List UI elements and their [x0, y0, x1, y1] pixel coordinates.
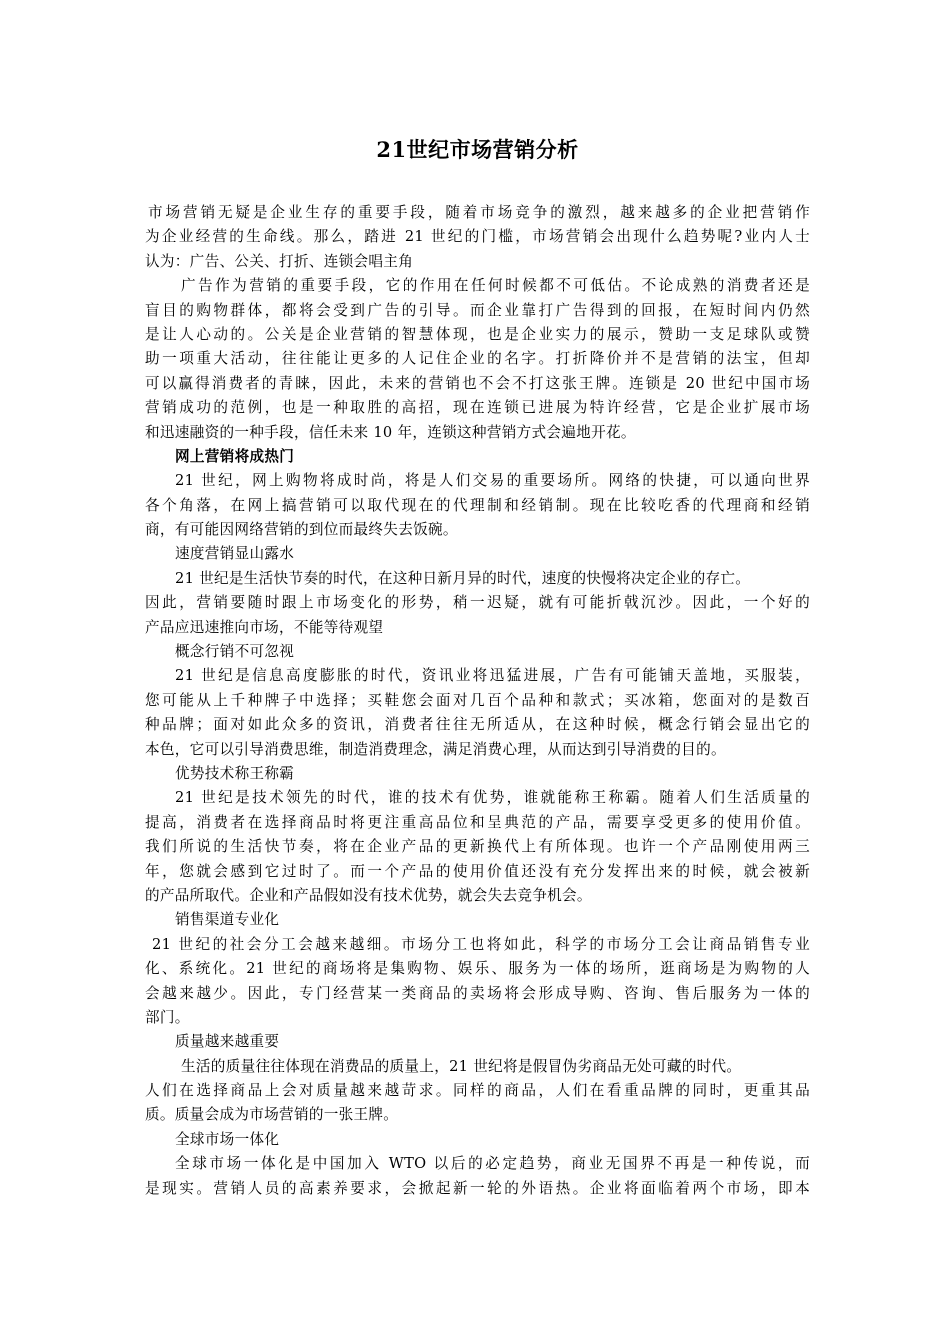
paragraph-line: 会越来越少。因此，专门经营某一类商品的卖场将会形成导购、咨询、售后服务为一体的: [145, 984, 810, 1002]
paragraph-line: 21 世纪是技术领先的时代，谁的技术有优势，谁就能称王称霸。随着人们生活质量的: [175, 789, 810, 807]
section-heading: 全球市场一体化: [175, 1130, 280, 1148]
paragraph-line: 我们所说的生活快节奏，将在企业产品的更新换代上有所体现。也许一个产品刚使用两三: [145, 838, 810, 856]
paragraph-line: 因此，营销要随时跟上市场变化的形势，稍一迟疑，就有可能折戟沉沙。因此，一个好的: [145, 594, 810, 612]
paragraph-line: 人们在选择商品上会对质量越来越苛求。同样的商品，人们在看重品牌的同时，更重其品: [145, 1082, 810, 1100]
paragraph-line: 是让人心动的。公关是企业营销的智慧体现，也是企业实力的展示，赞助一支足球队或赞: [145, 325, 810, 343]
paragraph-line: 质。质量会成为市场营销的一张王牌。: [145, 1106, 399, 1124]
paragraph-line: 21 世纪是生活快节奏的时代，在这种日新月异的时代，速度的快慢将决定企业的存亡。: [175, 569, 751, 587]
paragraph-line: 年，您就会感到它过时了。而一个产品的使用价值还没有充分发挥出来的时候，就会被新: [145, 862, 810, 880]
paragraph-line: 市场营销无疑是企业生存的重要手段，随着市场竞争的激烈，越来越多的企业把营销作: [148, 204, 810, 221]
paragraph-line: 21 世纪的社会分工会越来越细。市场分工也将如此，科学的市场分工会让商品销售专业: [152, 935, 810, 953]
paragraph-line: 您可能从上千种牌子中选择；买鞋您会面对几百个品种和款式；买冰箱，您面对的是数百: [145, 691, 810, 709]
paragraph-line: 盲目的购物群体，都将会受到广告的引导。而企业靠打广告得到的回报，在短时间内仍然: [145, 301, 810, 319]
paragraph-line: 化、系统化。21 世纪的商场将是集购物、娱乐、服务为一体的场所，逛商场是为购物的人: [145, 960, 810, 978]
section-heading: 质量越来越重要: [175, 1033, 280, 1051]
section-heading: 概念行销不可忽视: [175, 643, 295, 661]
section-heading: 网上营销将成热门: [175, 447, 295, 465]
paragraph-line: 是现实。营销人员的高素养要求，会掀起新一轮的外语热。企业将面临着两个市场，即本: [145, 1179, 810, 1197]
paragraph-line: 营销成功的范例，也是一种取胜的高招，现在连锁已进展为特许经营，它是企业扩展市场: [145, 399, 810, 417]
paragraph-line: 的产品所取代。企业和产品假如没有技术优势，就会失去竞争机会。: [145, 886, 592, 904]
paragraph-line: 助一项重大活动，往往能让更多的人记住企业的名字。打折降价并不是营销的法宝，但却: [145, 350, 810, 368]
paragraph-line: 可以赢得消费者的青睐，因此，未来的营销也不会不打这张王牌。连锁是 20 世纪中国市场: [145, 374, 810, 392]
paragraph-line: 产品应迅速推向市场，不能等待观望: [145, 618, 384, 636]
section-heading: 销售渠道专业化: [175, 911, 280, 929]
paragraph-line: 商，有可能因网络营销的到位而最终失去饭碗。: [145, 521, 458, 539]
document-page: [145, 135, 810, 1201]
paragraph-line: 部门。: [145, 1008, 190, 1026]
paragraph-line: 全球市场一体化是中国加入 WTO 以后的必定趋势，商业无国界不再是一种传说，而: [175, 1155, 810, 1173]
paragraph-line: 为企业经营的生命线。那么，踏进 21 世纪的门槛，市场营销会出现什么趋势呢?业内人士: [145, 228, 810, 246]
paragraph-line: 各个角落，在网上搞营销可以取代现在的代理制和经销制。现在比较吃香的代理商和经销: [145, 496, 810, 514]
paragraph-line: 提高，消费者在选择商品时将更注重高品位和呈典范的产品，需要享受更多的使用价值。: [145, 813, 810, 831]
paragraph-line: 21 世纪是信息高度膨胀的时代，资讯业将迅猛进展，广告有可能铺天盖地，买服装，: [175, 667, 810, 685]
paragraph-line: 21 世纪，网上购物将成时尚，将是人们交易的重要场所。网络的快捷，可以通向世界: [175, 472, 810, 490]
section-heading: 优势技术称王称霸: [175, 764, 295, 782]
section-heading: 速度营销显山露水: [175, 545, 295, 563]
paragraph-line: 种品牌；面对如此众多的资讯，消费者往往无所适从，在这种时候，概念行销会显出它的: [145, 716, 810, 734]
paragraph-line: 本色，它可以引导消费思维，制造消费理念，满足消费心理，从而达到引导消费的目的。: [145, 740, 726, 758]
paragraph-line: 和迅速融资的一种手段，信任未来 10 年，连锁这种营销方式会遍地开花。: [145, 423, 636, 441]
paragraph-line: 广告作为营销的重要手段，它的作用在任何时候都不可低估。不论成熟的消费者还是: [181, 277, 810, 295]
document-title: 21世纪市场营销分析: [376, 137, 579, 162]
paragraph-line: 认为：广告、公关、打折、连锁会唱主角: [145, 252, 414, 270]
paragraph-line: 生活的质量往往体现在消费品的质量上，21 世纪将是假冒伪劣商品无处可藏的时代。: [181, 1057, 742, 1075]
